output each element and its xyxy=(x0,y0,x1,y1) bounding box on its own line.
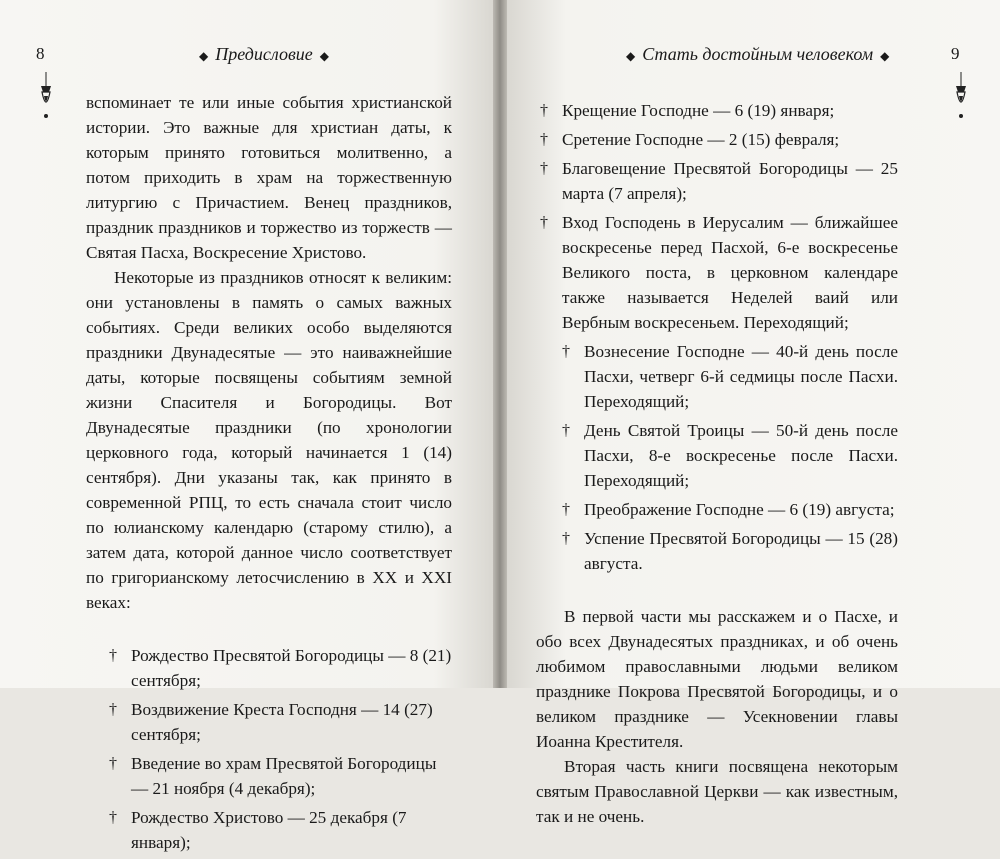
cross-icon: † xyxy=(540,131,548,148)
page-number: 9 xyxy=(951,44,960,63)
book-gutter xyxy=(493,0,507,688)
list-item: † Введение во храм Пресвятой Богородицы — 21 ноября (4 декабря); xyxy=(131,751,452,801)
paragraph: вспоминает те или иные события христианской истории. Это важные для христиан даты, к которым принято готовиться молитвенно, а потом приходить в храм на торжественную литургию с Причастием. Венец праздников, праздник праздников и торжество из торжеств — Святая Пасха, Воскресение Христово. xyxy=(86,93,452,262)
page-number: 8 xyxy=(36,44,45,63)
cross-icon: † xyxy=(109,701,117,718)
list-item: † Рождество Христово — 25 декабря (7 января); xyxy=(131,805,452,855)
icon-lamp-icon xyxy=(953,72,969,120)
paragraph: Вторая часть книги посвящена некоторым святым Православной Церкви — как известным, так и не очень. xyxy=(536,757,898,826)
list-item: † Рождество Пресвятой Богородицы — 8 (21) сентября; xyxy=(131,643,452,693)
paragraph: В первой части мы расскажем и о Пасхе, и обо всех Двунадесятых праздниках, и об очень любимом православными людьми великом празднике Покрова Пресвятой Богородицы, и о великом празднике — Усекновении главы Иоанна Крестителя. xyxy=(536,607,898,751)
ornament-icon: ◆ xyxy=(626,49,636,63)
list-item: † Воздвижение Креста Господня — 14 (27) сентября; xyxy=(131,697,452,747)
cross-icon: † xyxy=(562,501,570,518)
cross-icon: † xyxy=(109,809,117,826)
list-item: † Вознесение Господне — 40-й день после Пасхи, четверг 6-й седмицы после Пасхи. Переходящий; xyxy=(584,339,898,414)
icon-lamp-icon xyxy=(38,72,54,120)
feast-list xyxy=(86,643,452,855)
ornament-icon: ◆ xyxy=(319,49,329,63)
running-header-text: Предисловие xyxy=(215,44,313,64)
cross-icon: † xyxy=(540,160,548,177)
paragraph: Некоторые из праздников относят к великим: они установлены в память о самых важных событиях. Среди великих особо выделяются праздники Двунадесятые — это наиважнейшие даты, которые посвящены событиям земной жизни Спасителя и Богородицы. Вот Двунадесятые праздники (по хронологии церковного года, который начинается 1 (14) сентября). Дни указаны так, как принято в современной РПЦ, то есть сначала стоит число по юлианскому календарю (старому стилю), а затем дата, которой данное число соответствует по григорианскому летосчислению в XX и XXI веках: xyxy=(86,268,452,612)
cross-icon: † xyxy=(540,214,548,231)
cross-icon: † xyxy=(562,530,570,547)
cross-icon: † xyxy=(109,647,117,664)
cross-icon: † xyxy=(562,343,570,360)
right-body-text xyxy=(536,98,898,829)
ornament-icon: ◆ xyxy=(880,49,890,63)
list-item: † Вход Господень в Иерусалим — ближайшее воскресенье перед Пасхой, 6-е воскресенье Великого поста, в церковном календаре также называется Неделей ваий или Вербным воскресеньем. Переходящий; xyxy=(562,210,898,335)
list-item: † Успение Пресвятой Богородицы — 15 (28) августа. xyxy=(584,526,898,576)
feast-list xyxy=(536,98,898,576)
list-item: † Преображение Господне — 6 (19) августа; xyxy=(584,497,898,522)
right-page xyxy=(507,0,1000,826)
running-header xyxy=(619,44,896,65)
running-header-text: Стать достойным человеком xyxy=(642,44,874,64)
left-page xyxy=(0,0,493,852)
list-item: † Сретение Господне — 2 (15) февраля; xyxy=(562,127,898,152)
left-body-text xyxy=(86,90,452,859)
ornament-icon: ◆ xyxy=(199,49,209,63)
list-item: † Крещение Господне — 6 (19) января; xyxy=(562,98,898,123)
cross-icon: † xyxy=(562,422,570,439)
running-header xyxy=(192,44,336,65)
cross-icon: † xyxy=(109,755,117,772)
cross-icon: † xyxy=(540,102,548,119)
closing-paragraphs xyxy=(536,604,898,829)
list-item: † День Святой Троицы — 50-й день после Пасхи, 8-е воскресенье после Пасхи. Переходящий; xyxy=(584,418,898,493)
list-item: † Благовещение Пресвятой Богородицы — 25 марта (7 апреля); xyxy=(562,156,898,206)
